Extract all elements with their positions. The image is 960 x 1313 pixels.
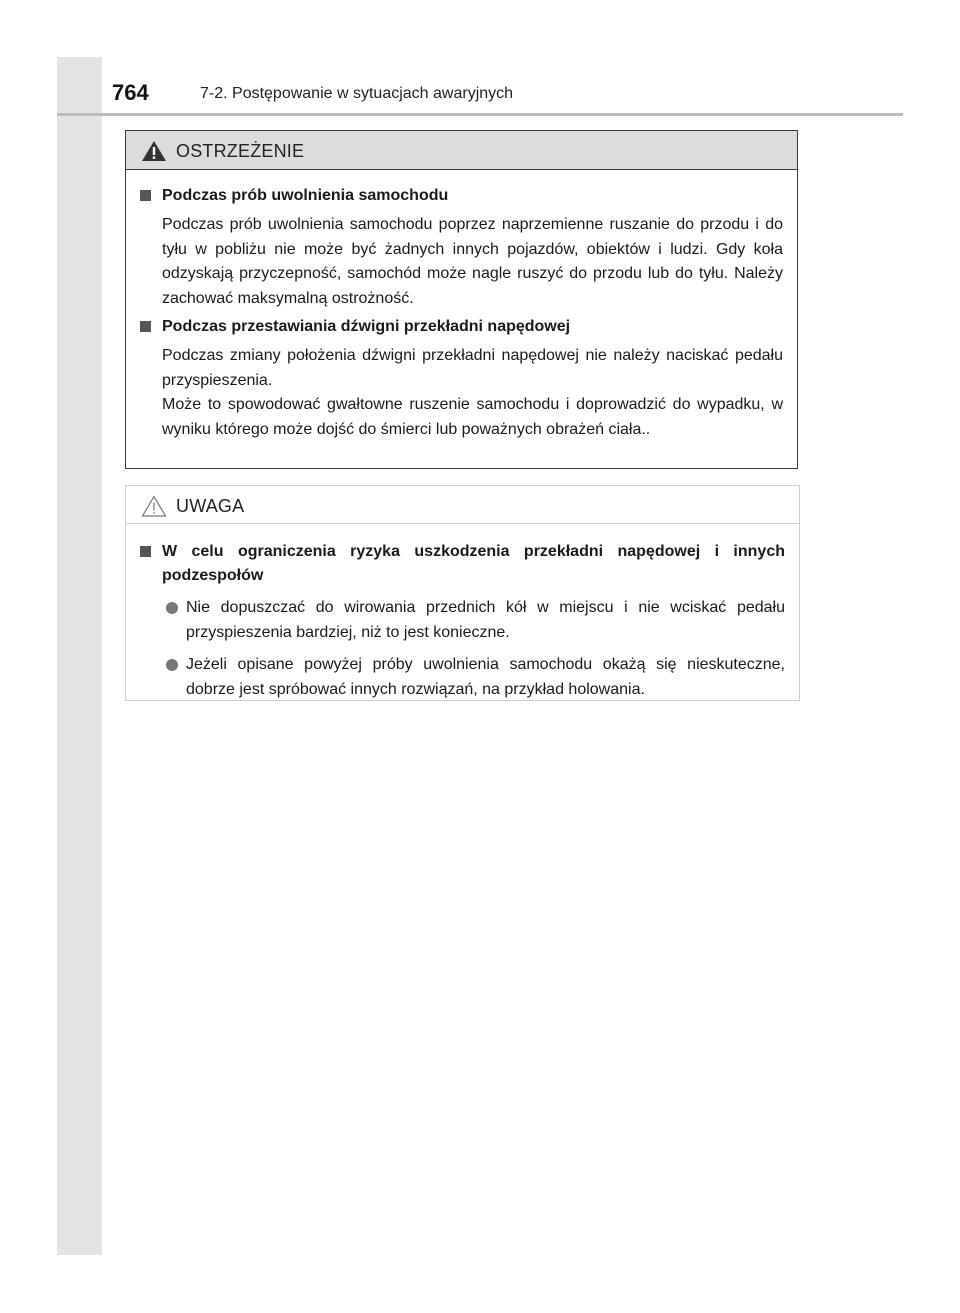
- warning-label: OSTRZEŻENIE: [176, 141, 305, 161]
- square-bullet-icon: [140, 321, 151, 332]
- caution-triangle-icon: [141, 495, 167, 517]
- page-number: 764: [112, 80, 149, 105]
- round-bullet-icon: [166, 602, 178, 614]
- warning-subheading: Podczas przestawiania dźwigni przekładni napędowej: [138, 315, 783, 339]
- caution-header: [126, 486, 799, 524]
- caution-body: [126, 524, 799, 702]
- round-bullet-icon: [166, 659, 178, 671]
- square-bullet-icon: [140, 546, 151, 557]
- page-header: [112, 80, 902, 114]
- warning-box: [125, 130, 798, 469]
- warning-subheading: Podczas prób uwolnienia samochodu: [138, 184, 783, 208]
- warning-paragraph: Podczas prób uwolnienia samochodu poprzez naprzemienne ruszanie do przodu i do tyłu w pobliżu nie może być żadnych innych pojazdów, obiektów i ludzi. Gdy koła odzyskają przyczepność, samochód może nagle ruszyć do przodu lub do tyłu. Należy zachować maksymalną ostrożność.: [162, 216, 783, 307]
- warning-triangle-icon: [141, 140, 167, 162]
- warning-paragraph: Podczas zmiany położenia dźwigni przekładni napędowej nie należy naciskać pedału przyspieszenia. Może to spowodować gwałtowne ruszenie samochodu i doprowadzić do wypadku, w wyniku którego może dojść do śmierci lub poważnych obrażeń ciała..: [162, 347, 783, 438]
- section-title: 7-2. Postępowanie w sytuacjach awaryjnych: [200, 85, 514, 102]
- square-bullet-icon: [140, 190, 151, 201]
- caution-label: UWAGA: [176, 496, 245, 516]
- list-item: Nie dopuszczać do wirowania przednich kół w miejscu i nie wciskać pedału przyspieszenia bardziej, niż to jest konieczne.: [138, 596, 785, 645]
- list-item: Jeżeli opisane powyżej próby uwolnienia samochodu okażą się nieskuteczne, dobrze jest spróbować innych rozwiązań, na przykład holowania.: [138, 653, 785, 702]
- header-divider: [57, 113, 903, 116]
- warning-header: [126, 131, 797, 170]
- warning-body: [126, 170, 797, 442]
- side-tab-strip: [57, 57, 102, 1255]
- caution-box: [125, 485, 800, 701]
- caution-subheading: W celu ograniczenia ryzyka uszkodzenia przekładni napędowej i innych podzespołów: [138, 540, 785, 588]
